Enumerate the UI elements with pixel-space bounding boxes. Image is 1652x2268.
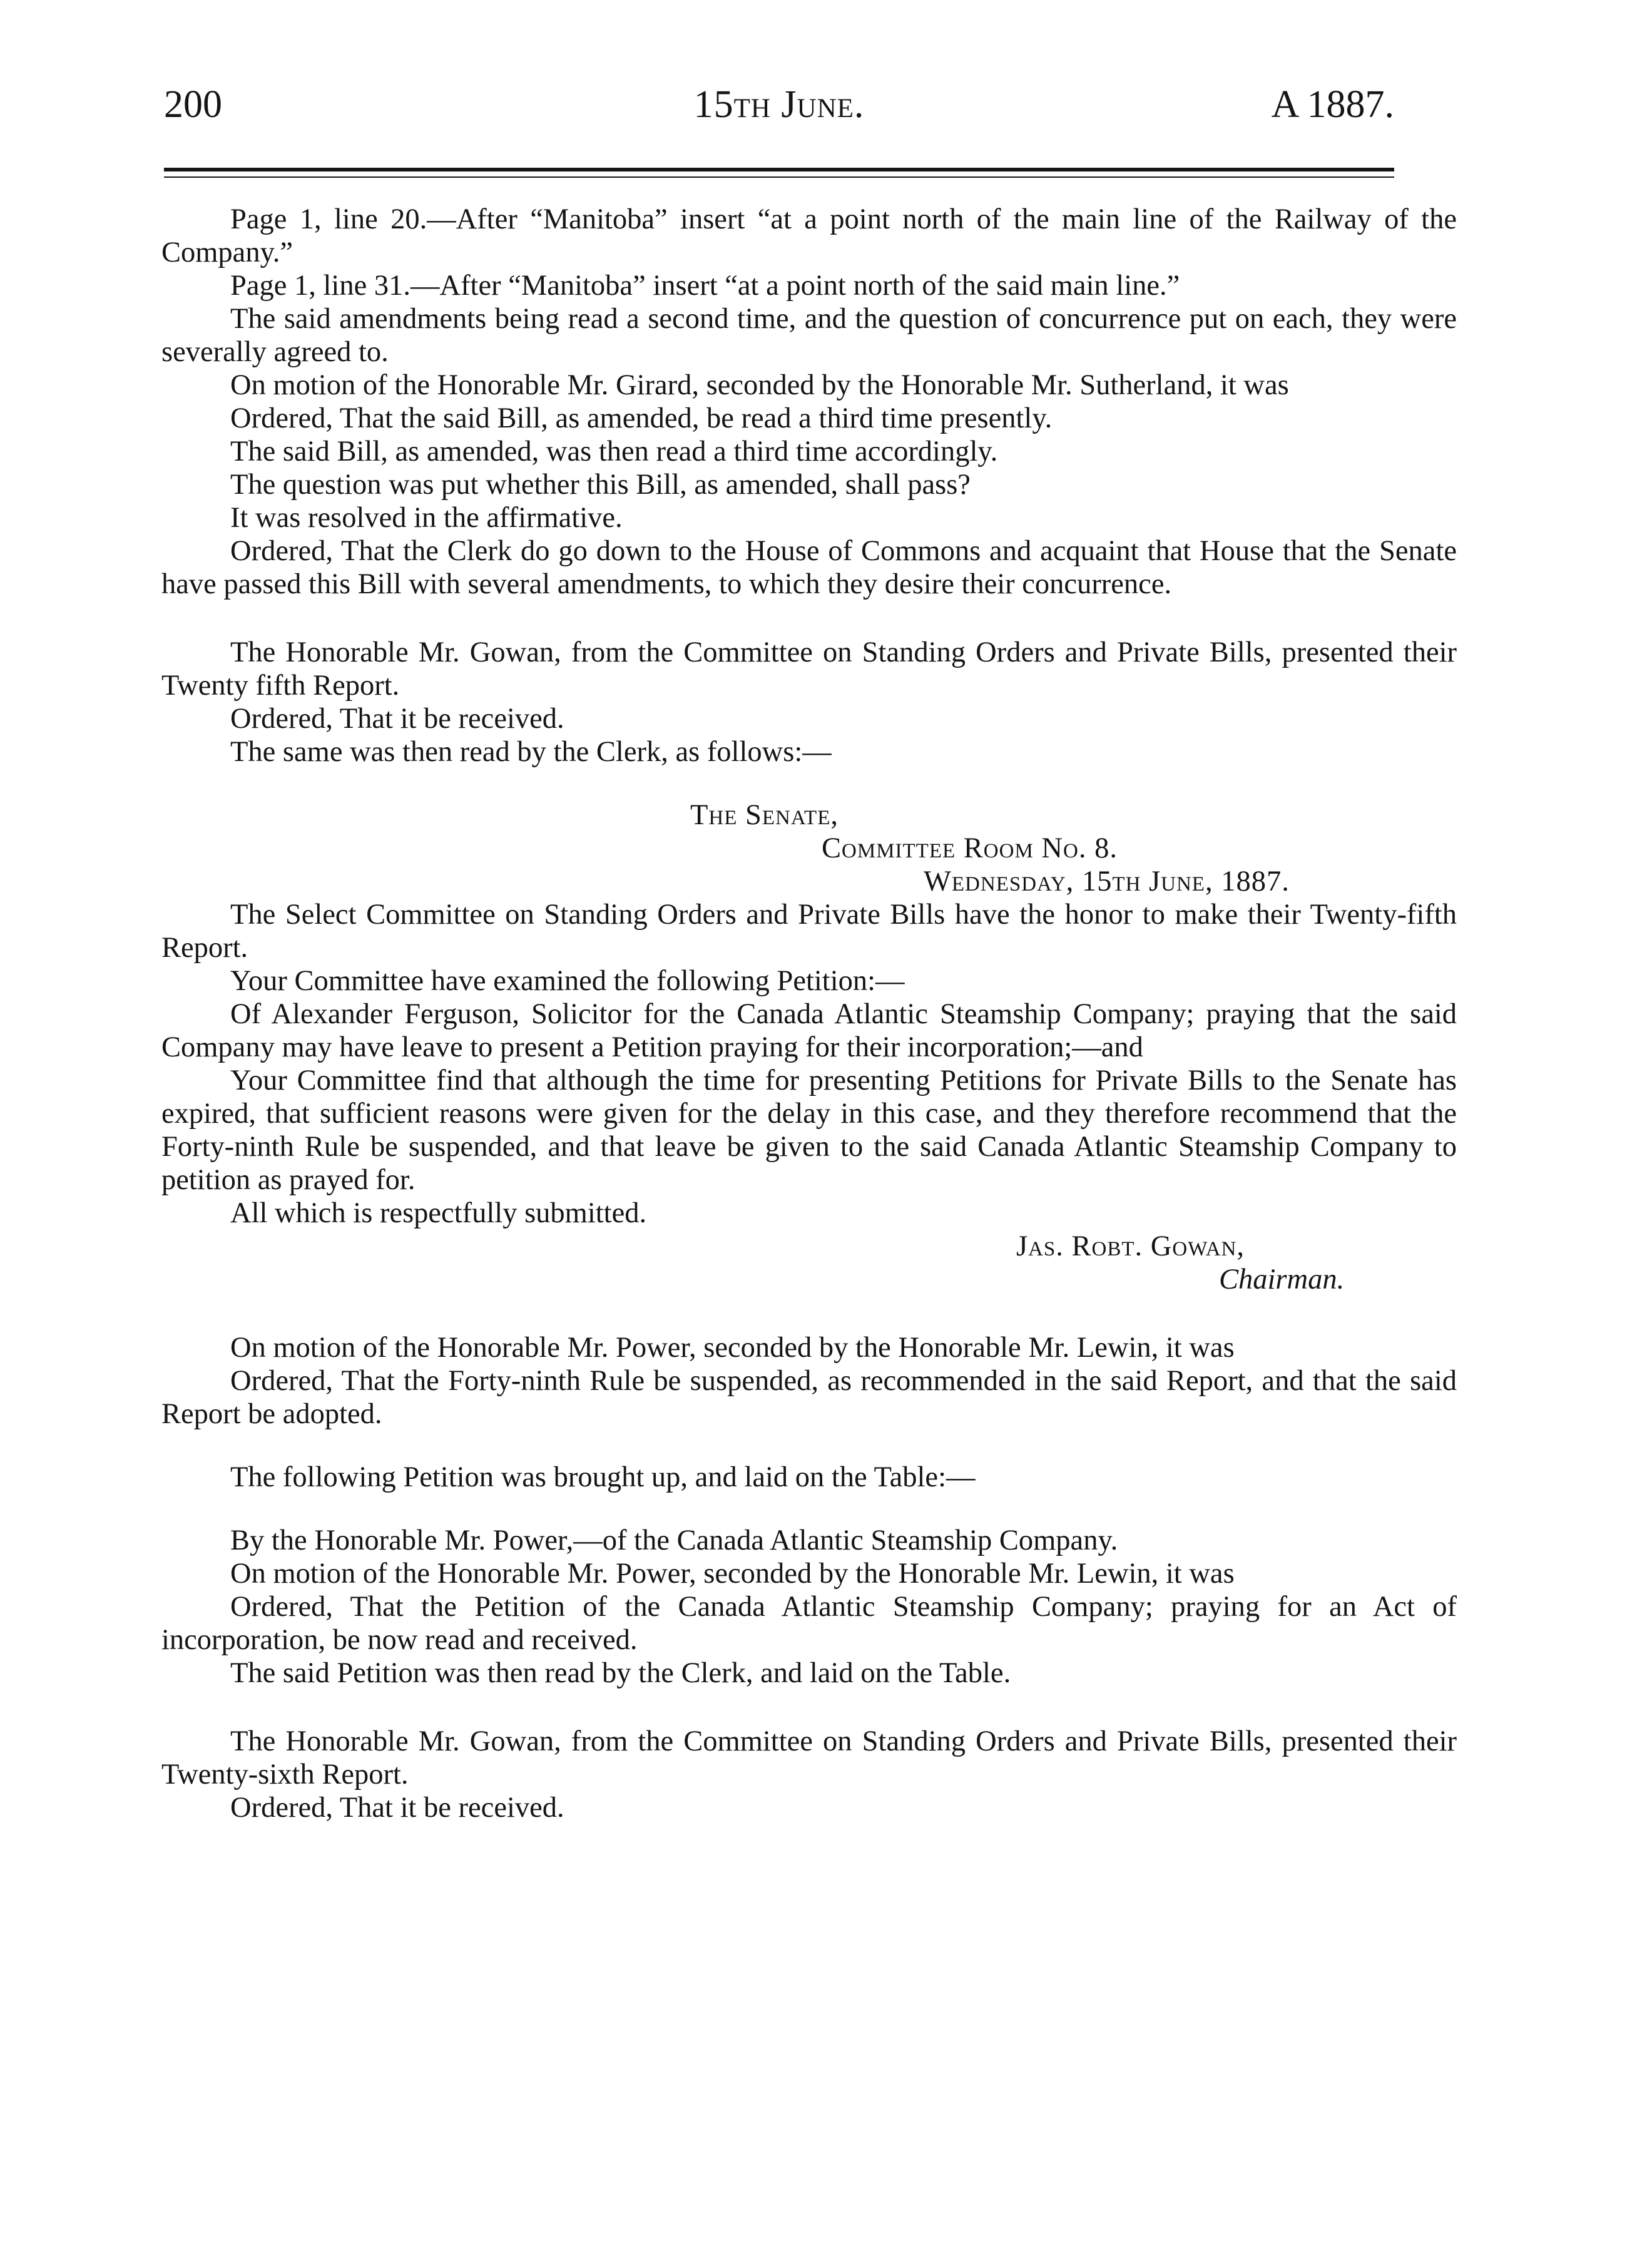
paragraph: Ordered, That it be received. [230, 1792, 564, 1824]
amendment-paragraph: Page 1, line 31.—After “Manitoba” insert “at a point north of the said main line.” [230, 270, 1180, 302]
header-rule-thick [164, 168, 1394, 171]
spacer [161, 1431, 1457, 1461]
paragraph: Ordered, That it be received. [230, 703, 564, 735]
spacer [161, 1690, 1457, 1725]
spacer [161, 1494, 1457, 1524]
signature-title: Chairman. [1219, 1264, 1345, 1295]
paragraph: By the Honorable Mr. Power,—of the Canada Atlantic Steamship Company. [230, 1525, 1118, 1556]
paragraph: Ordered, That the Petition of the Canada Atlantic Steamship Company; praying for an Act of incorporation, be now read and received. [161, 1591, 1457, 1656]
report-paragraph: All which is respectfully submitted. [230, 1197, 647, 1229]
report-header [161, 799, 1457, 898]
paragraph: The Honorable Mr. Gowan, from the Committee on Standing Orders and Private Bills, presented their Twenty fifth Report. [161, 636, 1457, 702]
paragraph: The question was put whether this Bill, as amended, shall pass? [230, 469, 971, 501]
paragraph: On motion of the Honorable Mr. Power, seconded by the Honorable Mr. Lewin, it was [230, 1332, 1235, 1364]
report-header-line: Committee Room No. 8. [822, 832, 1118, 864]
report-paragraph: Your Committee have examined the following Petition:— [230, 965, 905, 997]
amendment-paragraph: Page 1, line 20.—After “Manitoba” insert “at a point north of the main line of the Railway of the Company.” [161, 203, 1457, 268]
page-number: 200 [164, 83, 222, 126]
paragraph: Ordered, That the said Bill, as amended, be read a third time presently. [230, 402, 1053, 434]
report-header-line: The Senate, [690, 799, 839, 831]
header-rule-thin [164, 176, 1394, 178]
report-header-line: Wednesday, 15th June, 1887. [924, 866, 1290, 897]
header-year: A 1887. [1271, 83, 1394, 126]
paragraph: It was resolved in the affirmative. [230, 502, 623, 534]
signature-name: Jas. Robt. Gowan, [1016, 1230, 1245, 1262]
report-paragraph: Your Committee find that although the time for presenting Petitions for Private Bills to the Senate has expired, that sufficient reasons were given for the delay in this case, and they therefore recommend that the Forty-ninth Rule be suspended, and that leave be given to the said Canada Atlantic Steamship Company to petition as prayed for. [161, 1065, 1457, 1196]
paragraph: The Honorable Mr. Gowan, from the Committee on Standing Orders and Private Bills, presented their Twenty-sixth Report. [161, 1725, 1457, 1790]
spacer [161, 601, 1457, 636]
spacer [161, 769, 1457, 799]
paragraph: The said amendments being read a second time, and the question of concurrence put on each, they were severally agreed to. [161, 303, 1457, 368]
report-paragraph: The Select Committee on Standing Orders and Private Bills have the honor to make their Twenty-fifth Report. [161, 899, 1457, 964]
paragraph: Ordered, That the Clerk do go down to the House of Commons and acquaint that House that the Senate have passed this Bill with several amendments, to which they desire their concurrence. [161, 535, 1457, 600]
page-header [164, 76, 1394, 133]
paragraph: On motion of the Honorable Mr. Power, seconded by the Honorable Mr. Lewin, it was [230, 1558, 1235, 1590]
paragraph: On motion of the Honorable Mr. Girard, seconded by the Honorable Mr. Sutherland, it was [230, 369, 1289, 401]
spacer [161, 1296, 1457, 1331]
page-body [161, 203, 1457, 1824]
paragraph: The same was then read by the Clerk, as follows:— [230, 736, 832, 768]
header-date: 15th June. [693, 83, 865, 126]
paragraph: Ordered, That the Forty-ninth Rule be suspended, as recommended in the said Report, and that the said Report be adopted. [161, 1365, 1457, 1430]
report-paragraph: Of Alexander Ferguson, Solicitor for the Canada Atlantic Steamship Company; praying that the said Company may have leave to present a Petition praying for their incorporation;—and [161, 998, 1457, 1063]
paragraph: The said Petition was then read by the Clerk, and laid on the Table. [230, 1657, 1011, 1689]
paragraph: The said Bill, as amended, was then read a third time accordingly. [230, 436, 998, 467]
paragraph: The following Petition was brought up, and laid on the Table:— [230, 1461, 976, 1493]
